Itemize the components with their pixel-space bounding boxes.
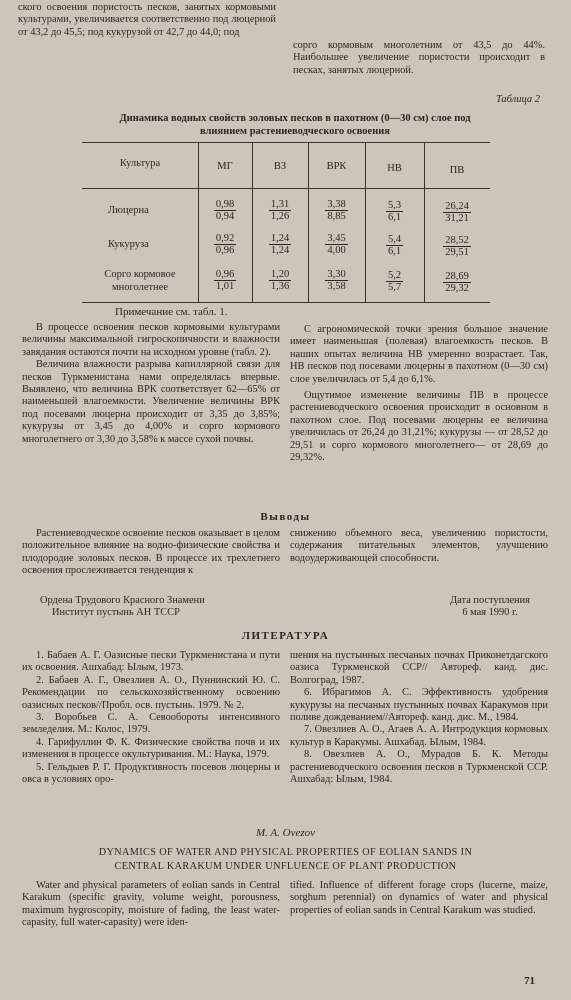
english-title-line: DYNAMICS OF WATER AND PHYSICAL PROPERTIES OF EOLIAN SANDS IN	[98, 847, 473, 858]
paragraph: снижению объемного веса, увеличению пористости, содержания питательных элементов, улучшению водоудерживающей способности.	[290, 528, 548, 564]
table-header-crop: Культура	[119, 158, 161, 169]
literature-right	[290, 650, 548, 786]
table-cell: $\frac{1,31}{1,26}$	[270, 199, 290, 222]
reference-item: 2. Бабаев А. Г., Овезлиев А. О., Пуннинский Ю. С. Рекомендации по сельскохозяйственному освоению оазисных песков//Пробл. осв. пустынь. 1979. № 2.	[22, 674, 280, 711]
english-author: M. A. Ovezov	[255, 827, 316, 839]
table-cell: $\frac{0,92}{0,96}$	[215, 233, 235, 256]
page-number: 71	[524, 975, 535, 987]
date-label: Дата поступления	[450, 595, 530, 606]
paragraph: Величина влажности разрыва капиллярной связи для песков Туркменистана нами определялась впервые. Выявлено, что величина ВРК соответствует 62—65% от наименьшей влагоемкости. Увеличение величины ВРК под посевами люцерна происходит от 3,35 до 3,85%; кукурузы от 3,45 до 4,00% и сорго кормового многолетнего от 3,30 до 3,58% к массе сухой почвы.	[22, 359, 280, 445]
date-value: 6 мая 1990 г.	[462, 607, 518, 618]
reference-item: 1. Бабаев А. Г. Оазисные пески Туркменистана и пути их освоения. Ашхабад: Ылым, 1973.	[22, 650, 280, 674]
table-cell: $\frac{0,96}{1,01}$	[215, 269, 235, 292]
conclusions-left	[22, 528, 280, 578]
conclusions-right	[290, 528, 548, 565]
reference-item: 8. Овезлиев А. О., Мурадов Б. К. Методы растениеводческого освоения песков в Туркменской ССР. Ашхабад: Ылым, 1984.	[290, 749, 548, 786]
table-header-vz: ВЗ	[273, 161, 287, 172]
paragraph: Water and physical parameters of eolian sands in Central Karakum (specific gravity, volume weight, porousness, maximum hygroscopity, moisture of fading, the least water-capasity, full water-capasity) were iden-	[22, 880, 280, 929]
english-abstract-left	[22, 880, 280, 930]
table-header-vrk: ВРК	[326, 161, 347, 172]
body-left-column	[22, 322, 280, 446]
paragraph: ского освоения пористость песков, занятых кормовыми культурами, увеличивается соответственно под люцерной от 43,2 до 45,5; под кукурузой от 42,7 до 44,0; под	[18, 2, 276, 38]
affiliation	[40, 595, 205, 619]
english-abstract-right	[290, 880, 548, 917]
affiliation-line: Институт пустынь АН ТССР	[52, 607, 180, 618]
literature-left	[22, 650, 280, 786]
table-header-mg: МГ	[217, 161, 233, 172]
table-header-nv: НВ	[387, 163, 402, 174]
table-cell-crop: Кукуруза	[108, 239, 149, 250]
table-cell: $\frac{26,24}{31,21}$	[445, 201, 469, 224]
table-title: Динамика водных свойств золовых песков в пахотном (0—30 см) слое под влиянием растениеводческого освоения	[119, 113, 471, 137]
table-note: Примечание см. табл. 1.	[115, 306, 228, 318]
table-cell-crop: Сорго кормовое многолетнее	[104, 269, 176, 293]
reference-item: шения на пустынных песчаных почвах Приконетдагского оазиса Туркменской ССР// Автореф. канд. дис. Волгоград, 1987.	[290, 650, 548, 686]
table-header-rule	[82, 188, 490, 189]
top-right-text	[293, 40, 545, 77]
table-cell: $\frac{5,3}{6,1}$	[387, 200, 402, 223]
reference-item: 7. Овезлиев А. О., Агаев А. А. Интродукция кормовых культур в Каракумы. Ашхабад. Ылым, 1984.	[290, 724, 548, 748]
paragraph: tified. Influence of different forage crops (lucerne, maize, sorghum perennial) on dynamics of water and physical properties of eolian sands in Central Karakum was studied.	[290, 880, 548, 916]
english-title	[10, 846, 561, 874]
table-cell: $\frac{3,38}{8,85}$	[327, 199, 346, 222]
table-cell: $\frac{3,30}{3,58}$	[327, 269, 346, 292]
reference-item: 6. Ибрагимов А. С. Эффективность удобрения кукурузы на песчаных пустынных почвах Каракумов при поливе дождеванием//Автореф. канд. дис. М., 1984.	[290, 687, 548, 724]
body-right-column	[290, 324, 548, 464]
table-header-pv: ПВ	[449, 165, 465, 176]
table-bottom-rule	[82, 302, 490, 303]
table-cell: $\frac{5,2}{5,7}$	[387, 270, 402, 293]
table-cell: $\frac{28,69}{29,32}$	[445, 271, 469, 294]
affiliation-line: Ордена Трудового Красного Знамени	[40, 595, 205, 606]
reference-item: 5. Гельдыев Р. Г. Продуктивность посевов люцерны и овса в условиях оро-	[22, 761, 280, 786]
reference-item: 4. Гарифуллин Ф. К. Физические свойства почв и их изменения в процессе окультуривания. М.: Наука, 1979.	[22, 736, 280, 761]
paragraph: В процессе освоения песков кормовыми культурами величины максимальной гигроскопичности и влажности завядания остаются почти на исходном уровне (табл. 2).	[22, 322, 280, 358]
reference-item: 3. Воробьев С. А. Севообороты интенсивного земледелия. М.: Колос, 1979.	[22, 712, 280, 736]
table-cell: $\frac{1,24}{1,24}$	[270, 233, 290, 256]
paragraph: сорго кормовым многолетним от 43,5 до 44%. Наибольшее увеличение пористости происходит в песках, занятых люцерной.	[293, 40, 545, 76]
table-cell: $\frac{1,20}{1,36}$	[270, 269, 290, 292]
literature-heading: ЛИТЕРАТУРА	[241, 630, 330, 642]
conclusions-heading: Выводы	[260, 511, 311, 523]
english-title-line: CENTRAL KARAKUM UNDER UNFLUENCE OF PLANT PRODUCTION	[114, 861, 457, 872]
paragraph: Растениеводческое освоение песков оказывает в целом положительное влияние на водно-физические свойства и плодородие золовых песков. В процессе их трехлетнего освоения прослеживается тенденция к	[22, 528, 280, 577]
paragraph: С агрономической точки зрения большое значение имеет наименьшая (полевая) влагоемкость песков. В наших опытах величина НВ умеренно возрастает. Так, НВ песков под посевами люцерны в пахотном (0—30 см) слое увеличилась от 5,4 до 6,1%.	[290, 324, 548, 385]
table-cell-crop: Люцерна	[108, 205, 149, 216]
table-cell: $\frac{5,4}{6,1}$	[387, 234, 402, 257]
submission-date	[425, 595, 555, 619]
paragraph: Ощутимое изменение величины ПВ в процессе растениеводческого освоения происходит в основном в пахотном слое. Под посевами люцерны ее величина увеличилась от 26,24 до 31,21%; кукурузы — от 28,52 до 29,51 и сорго кормового многолетнего— от 28,69 до 29,32%.	[290, 390, 548, 464]
table-cell: $\frac{0,98}{0,94}$	[215, 199, 235, 222]
table-top-rule	[82, 142, 490, 143]
table-label: Таблица 2	[495, 94, 540, 105]
table-cell: $\frac{3,45}{4,00}$	[327, 233, 346, 256]
table-cell: $\frac{28,52}{29,51}$	[445, 235, 469, 258]
top-left-text	[18, 2, 276, 39]
